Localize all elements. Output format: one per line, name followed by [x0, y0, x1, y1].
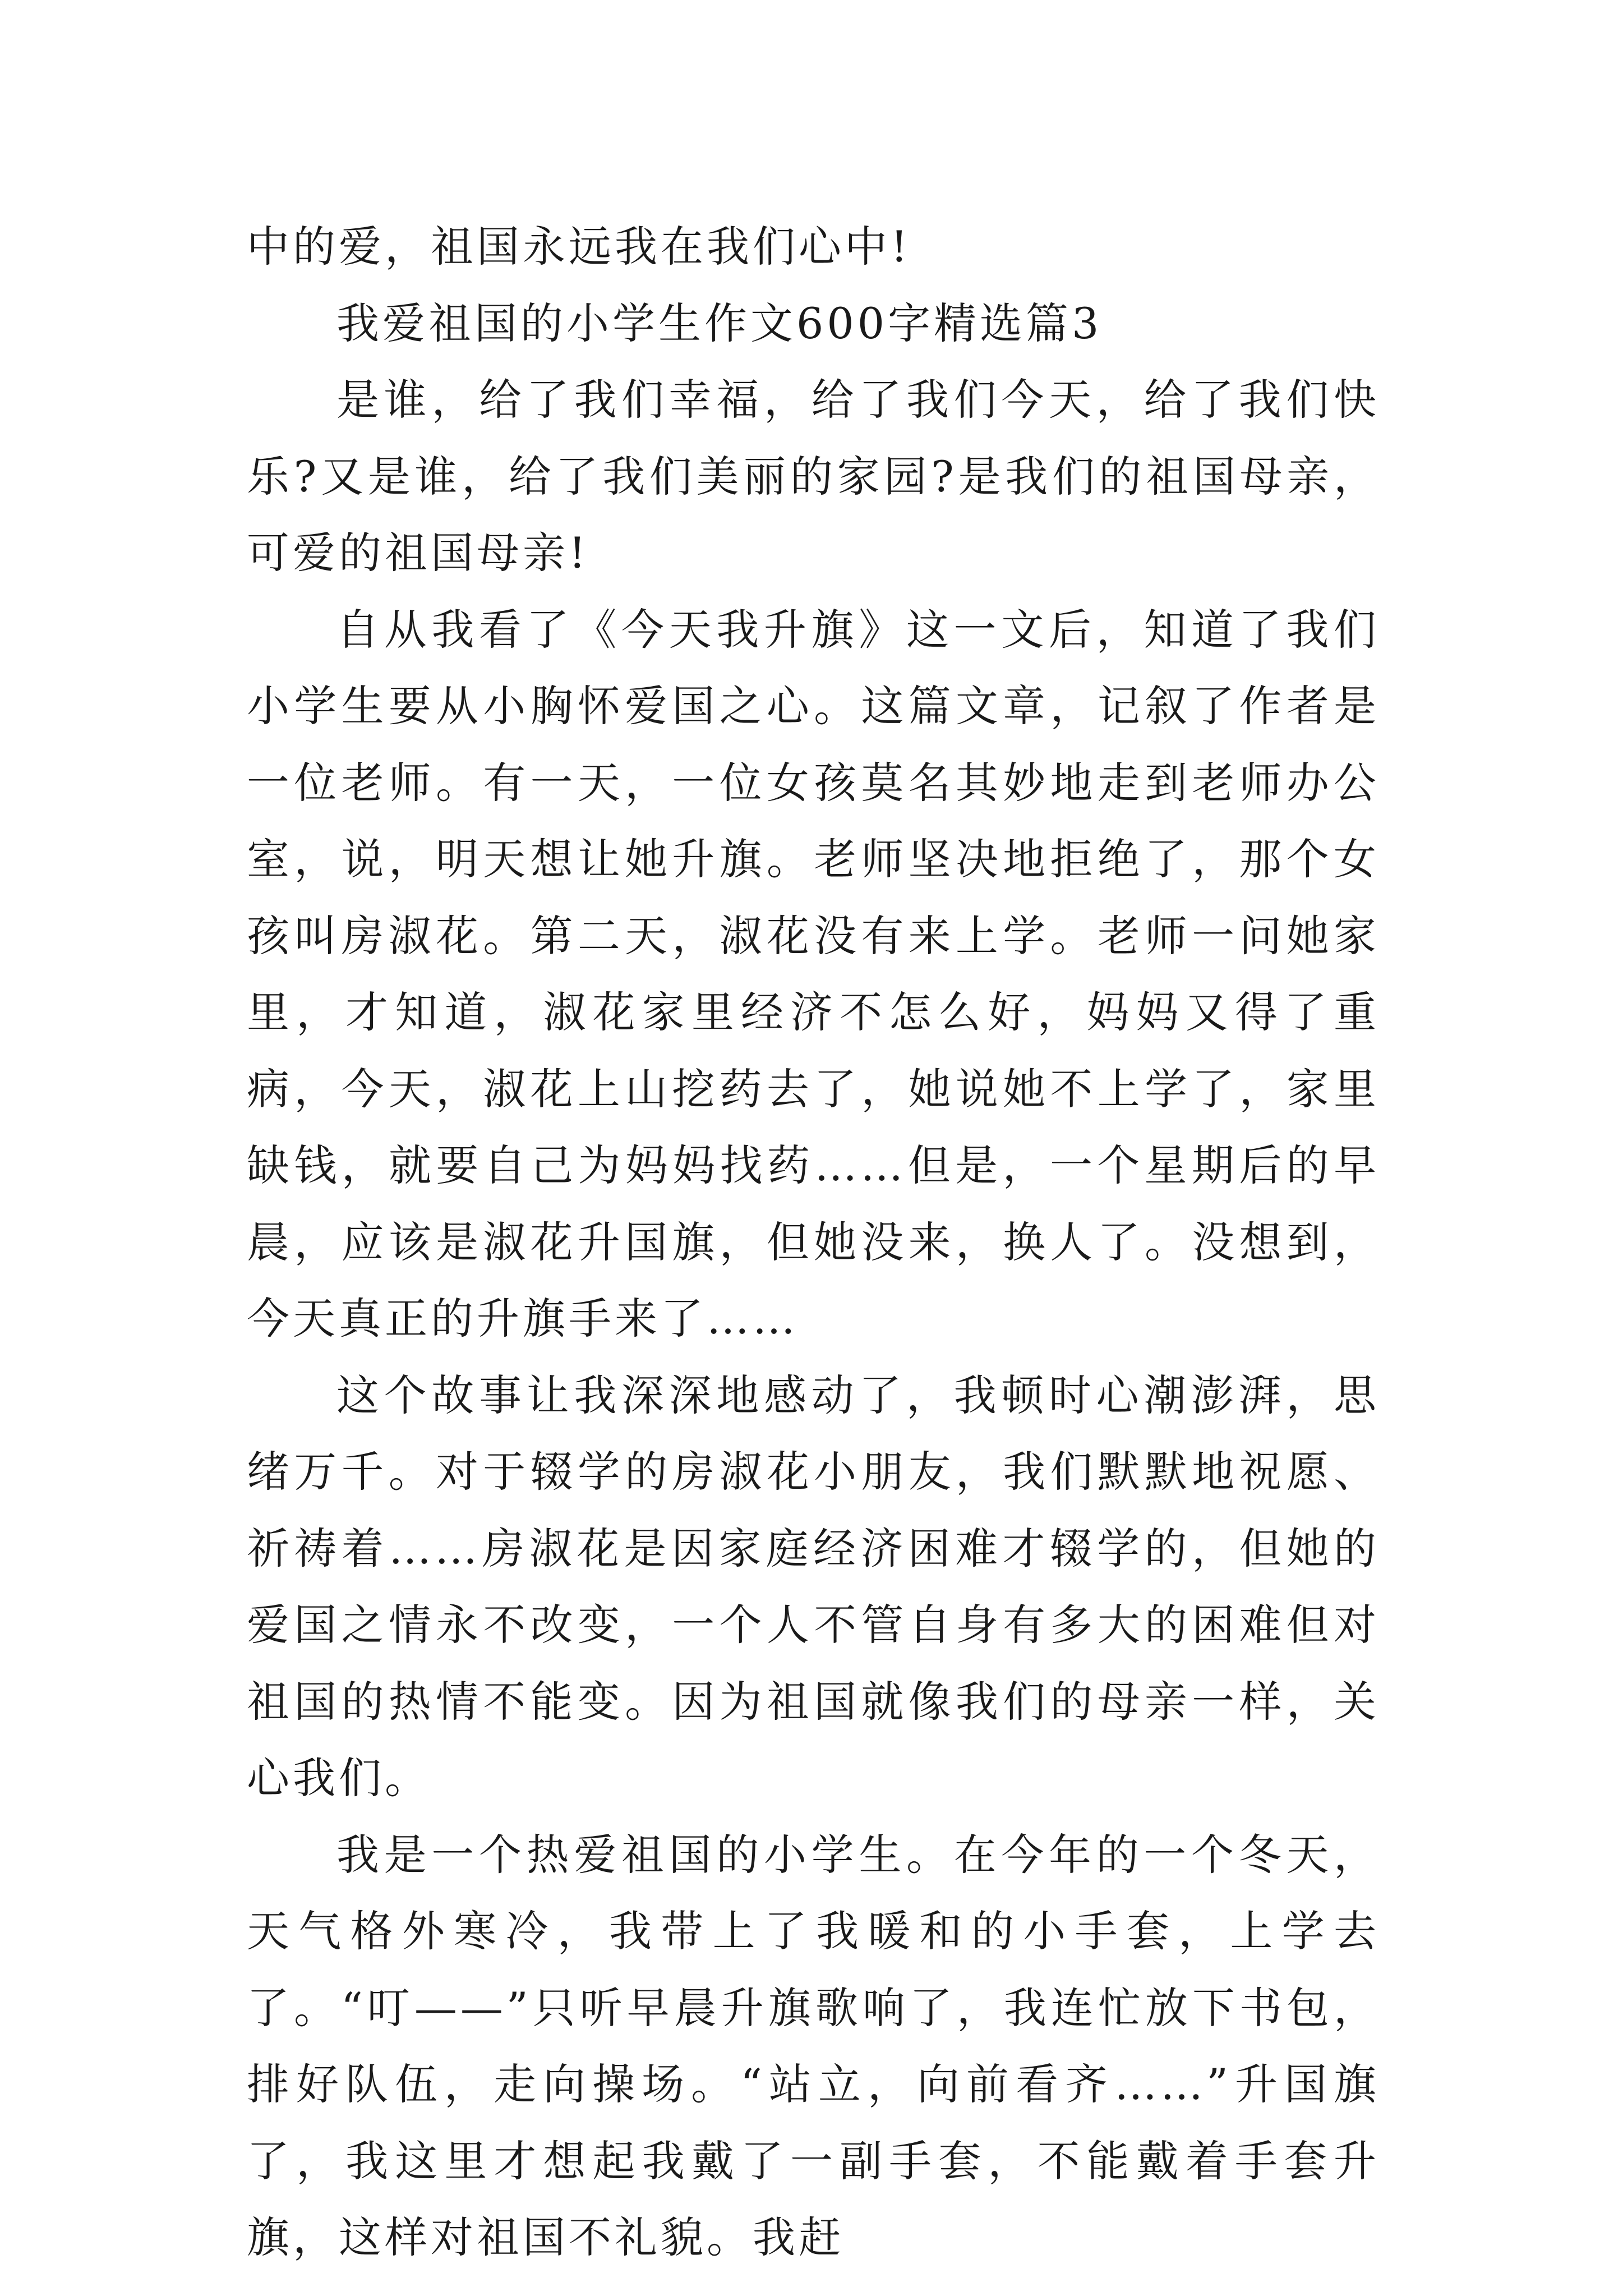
section-heading: 我爱祖国的小学生作文600字精选篇3	[336, 298, 1103, 348]
paragraph: 这个故事让我深深地感动了，我顿时心潮澎湃，思绪万千。对于辍学的房淑花小朋友，我们默默地祝愿、祈祷着……房淑花是因家庭经济困难才辍学的，但她的爱国之情永不改变，一个人不管自身有多大的困难但对祖国的热情不能变。因为祖国就像我们的母亲一样，关心我们。	[247, 1370, 1380, 1803]
paragraph-continuation: 中的爱，祖国永远我在我们心中!	[247, 222, 911, 272]
paragraph: 是谁，给了我们幸福，给了我们今天，给了我们快乐?又是谁，给了我们美丽的家园?是我们的祖国母亲，可爱的祖国母亲!	[247, 375, 1380, 578]
document-body	[247, 209, 1380, 2276]
paragraph: 自从我看了《今天我升旗》这一文后，知道了我们小学生要从小胸怀爱国之心。这篇文章，记叙了作者是一位老师。有一天，一位女孩莫名其妙地走到老师办公室，说，明天想让她升旗。老师坚决地拒绝了，那个女孩叫房淑花。第二天，淑花没有来上学。老师一问她家里，才知道，淑花家里经济不怎么好，妈妈又得了重病，今天，淑花上山挖药去了，她说她不上学了，家里缺钱，就要自己为妈妈找药……但是，一个星期后的早晨，应该是淑花升国旗，但她没来，换人了。没想到，今天真正的升旗手来了……	[247, 604, 1380, 1343]
paragraph: 我是一个热爱祖国的小学生。在今年的一个冬天，天气格外寒冷，我带上了我暖和的小手套，上学去了。“叮——”只听早晨升旗歌响了，我连忙放下书包，排好队伍，走向操场。“站立，向前看齐……”升国旗了，我这里才想起我戴了一副手套，不能戴着手套升旗，这样对祖国不礼貌。我赶	[247, 1829, 1380, 2262]
